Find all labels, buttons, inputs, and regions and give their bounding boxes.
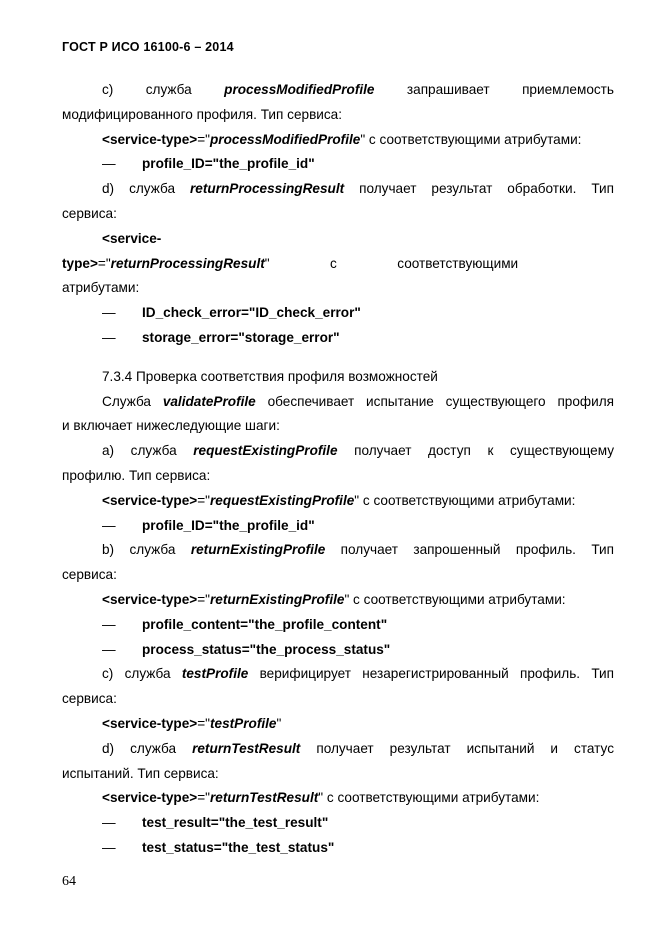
attribute-line: — profile_ID="the_profile_id": [102, 517, 315, 533]
service-type-line: <service-type>="returnExistingProfile" с соответствующими атрибутами:: [102, 591, 566, 607]
step-c-line1: c) служба testProfile верифицирует незарегистрированный профиль. Тип: [102, 666, 614, 682]
service-name: validateProfile: [162, 393, 256, 409]
page-header: ГОСТ Р ИСО 16100-6 – 2014: [62, 40, 234, 54]
step-c-line2: сервиса:: [62, 691, 117, 707]
step-b-line1: b) служба returnExistingProfile получает запрошенный профиль. Тип: [102, 542, 614, 558]
service-type-line-cont: атрибутами:: [62, 280, 140, 296]
attribute-line: — profile_ID="the_profile_id": [102, 156, 315, 172]
step-d-line1: d) служба returnTestResult получает результат испытаний и статус: [102, 740, 614, 756]
service-name: returnProcessingResult: [190, 181, 345, 197]
item-d-line1: d) служба returnProcessingResult получает результат обработки. Тип: [102, 181, 614, 197]
service-type-line: <service-type>="requestExistingProfile" с соответствующими атрибутами:: [102, 492, 576, 508]
attribute-line: — test_result="the_test_result": [102, 815, 329, 831]
service-name: testProfile: [181, 666, 249, 682]
service-name: returnTestResult: [192, 740, 301, 756]
service-name: returnExistingProfile: [190, 542, 326, 558]
attribute-line: — ID_check_error="ID_check_error": [102, 305, 361, 321]
validate-profile-line1: Служба validateProfile обеспечивает испытание существующего профиля: [102, 393, 614, 409]
service-type-line: <service-type>="returnTestResult" с соответствующими атрибутами:: [102, 790, 540, 806]
item-c-line2: модифицированного профиля. Тип сервиса:: [62, 106, 343, 122]
attribute-line: — profile_content="the_profile_content": [102, 616, 388, 632]
service-type-line: <service-type>="returnProcessingResult" с соответствующими: [62, 230, 519, 271]
attribute-line: — process_status="the_process_status": [102, 641, 391, 657]
step-d-line2: испытаний. Тип сервиса:: [62, 765, 219, 781]
item-c-line1: c) служба processModifiedProfile запрашивает приемлемость: [102, 82, 614, 97]
validate-profile-line2: и включает нижеследующие шаги:: [62, 418, 280, 434]
service-name: processModifiedProfile: [224, 82, 375, 97]
service-type-line: <service-type>="processModifiedProfile" с соответствующими атрибутами:: [102, 131, 582, 147]
document-body: [62, 78, 614, 861]
step-a-line2: профилю. Тип сервиса:: [62, 467, 211, 483]
section-heading: 7.3.4 Проверка соответствия профиля возможностей: [102, 368, 438, 384]
attribute-line: — storage_error="storage_error": [102, 329, 340, 345]
attribute-line: — test_status="the_test_status": [102, 839, 335, 855]
page-number: 64: [62, 874, 76, 889]
step-a-line1: a) служба requestExistingProfile получает доступ к существующему: [102, 443, 614, 459]
step-b-line2: сервиса:: [62, 567, 117, 583]
item-d-line2: сервиса:: [62, 205, 117, 221]
service-type-line: <service-type>="testProfile": [102, 715, 282, 731]
service-name: requestExistingProfile: [193, 443, 338, 459]
